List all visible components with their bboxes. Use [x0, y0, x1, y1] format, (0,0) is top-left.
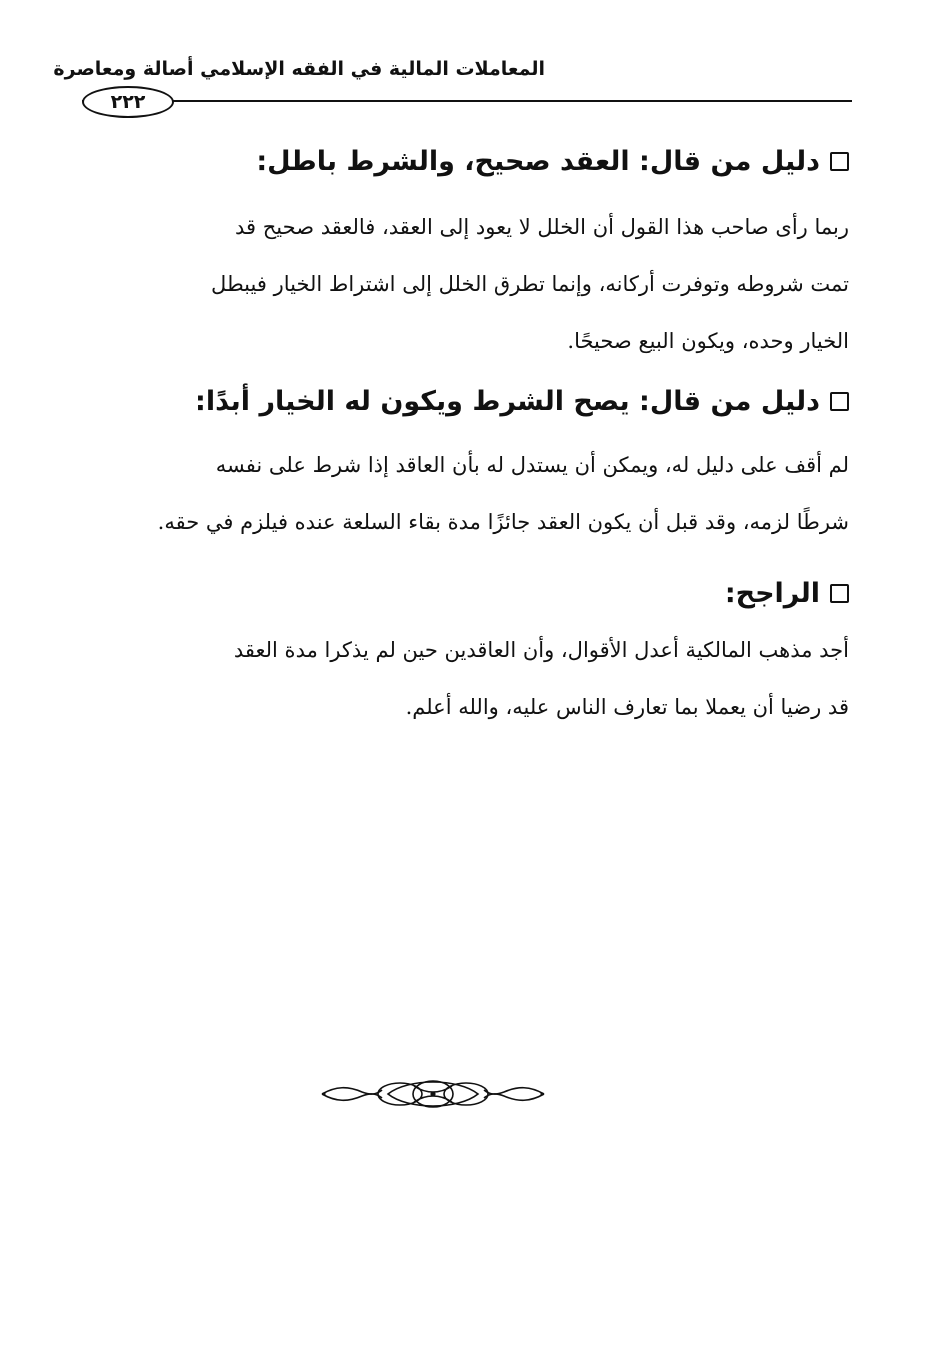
paragraph-line: الخيار وحده، ويكون البيع صحيحًا. — [567, 329, 849, 353]
section-heading-text: الراجح: — [724, 578, 820, 609]
page-number-badge: ٢٢٢ — [82, 86, 174, 118]
section-paragraph-1 — [80, 199, 849, 370]
section-heading-1 — [256, 146, 849, 177]
paragraph-line: قد رضيا أن يعملا بما تعارف الناس عليه، والله أعلم. — [405, 695, 849, 719]
section-paragraph-3 — [80, 622, 849, 736]
running-header-title: المعاملات المالية في الفقه الإسلامي أصالة ومعاصرة — [53, 58, 545, 80]
header-divider — [82, 100, 852, 102]
paragraph-line: ربما رأى صاحب هذا القول أن الخلل لا يعود إلى العقد، فالعقد صحيح قد — [235, 215, 849, 239]
section-heading-3 — [725, 578, 849, 609]
section-heading-2 — [195, 386, 849, 417]
square-bullet-icon — [830, 152, 849, 171]
paragraph-line: شرطًا لزمه، وقد قبل أن يكون العقد جائزًا مدة بقاء السلعة عنده فيلزم في حقه. — [157, 510, 849, 534]
paragraph-line: أجد مذهب المالكية أعدل الأقوال، وأن العاقدين حين لم يذكرا مدة العقد — [233, 638, 849, 662]
section-paragraph-2 — [80, 437, 849, 551]
square-bullet-icon — [830, 392, 849, 411]
paragraph-line: تمت شروطه وتوفرت أركانه، وإنما تطرق الخلل إلى اشتراط الخيار فيبطل — [211, 272, 849, 296]
section-heading-text: دليل من قال: يصح الشرط ويكون له الخيار أبدًا: — [195, 386, 820, 417]
section-heading-text: دليل من قال: العقد صحيح، والشرط باطل: — [256, 146, 820, 177]
square-bullet-icon — [830, 584, 849, 603]
paragraph-line: لم أقف على دليل له، ويمكن أن يستدل له بأن العاقد إذا شرط على نفسه — [215, 453, 849, 477]
decorative-knot-divider-icon — [318, 1072, 548, 1116]
